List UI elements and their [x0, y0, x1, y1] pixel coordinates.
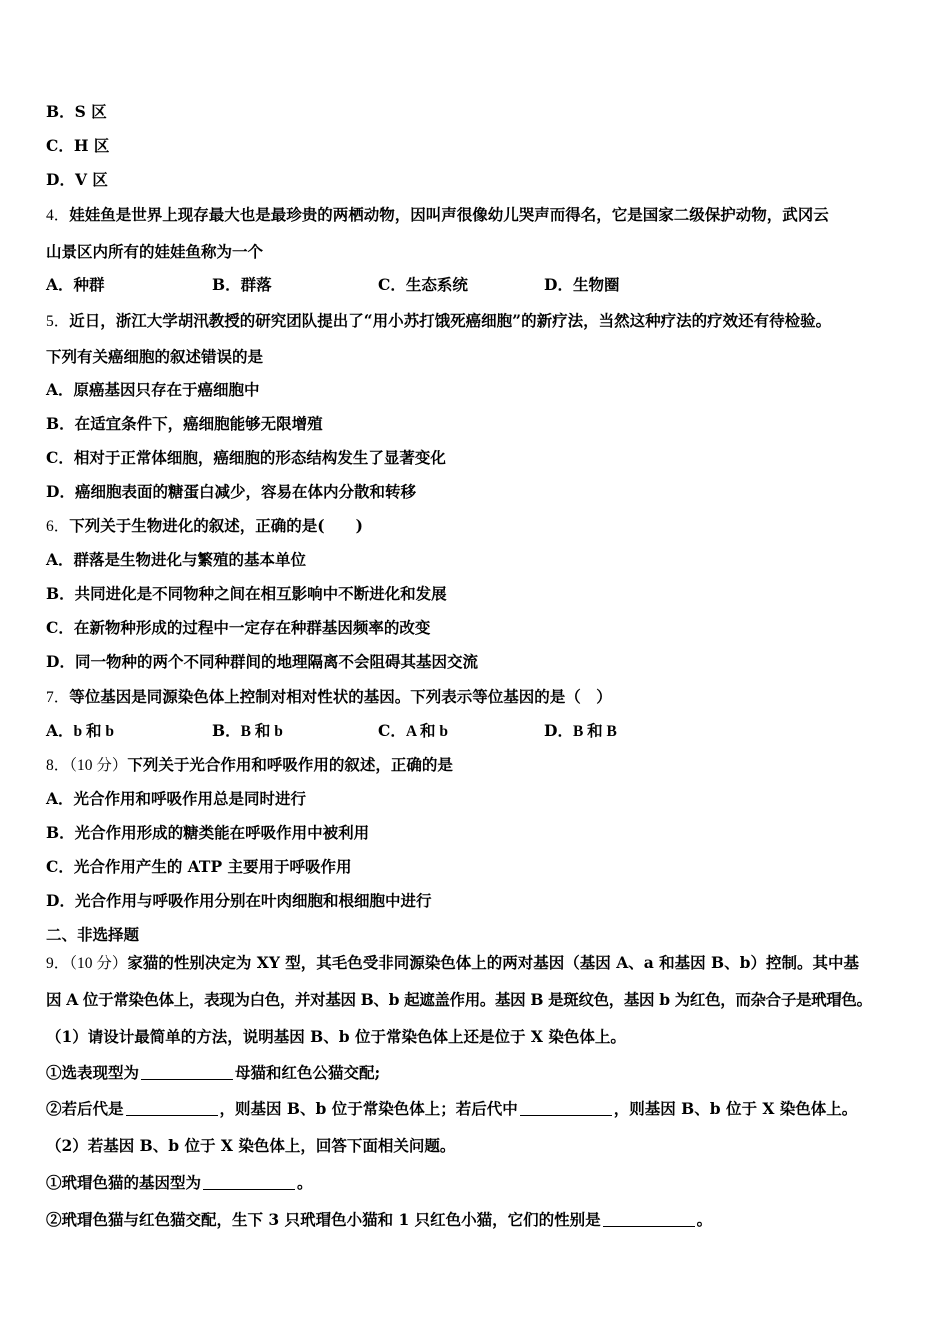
option-letter: B． — [46, 102, 75, 121]
question-4-stem-continued — [46, 242, 263, 262]
option-a: A．原癌基因只存在于癌细胞中 — [46, 380, 260, 399]
question-number: 8． — [46, 757, 70, 774]
question-text: 下列关于光合作用和呼吸作用的叙述，正确的是 — [127, 755, 453, 774]
option-c: C．A 和 b — [378, 721, 449, 740]
option-text: S 区 — [74, 102, 107, 121]
answer-blank[interactable] — [520, 1101, 612, 1116]
sub-question-2-part-a: ①玳瑁色猫的基因型为 。 — [46, 1173, 313, 1192]
question-number: 4． — [46, 207, 70, 224]
question-9-stem — [46, 953, 859, 974]
option-b: B．共同进化是不同物种之间在相互影响中不断进化和发展 — [46, 584, 447, 603]
question-7-options — [46, 721, 710, 742]
option-c: C．在新物种形成的过程中一定存在种群基因频率的改变 — [46, 618, 431, 637]
question-text: 近日，浙江大学胡汛教授的研究团队提出了“用小苏打饿死癌细胞”的新疗法，当然这种疗法的疗效还有待检验。 — [69, 311, 832, 330]
option-text: V 区 — [74, 170, 108, 189]
option-line — [46, 136, 109, 156]
option-line — [46, 170, 108, 190]
sub-question-1: （1）请设计最简单的方法，说明基因 B、b 位于常染色体上还是位于 X 染色体上。 — [46, 1027, 626, 1046]
question-number: 7． — [46, 689, 70, 706]
question-number: 6． — [46, 518, 70, 535]
question-4-options — [46, 275, 710, 295]
option-a: A．光合作用和呼吸作用总是同时进行 — [46, 789, 307, 808]
option-a: A．b 和 b — [46, 721, 115, 740]
question-text: 因 A 位于常染色体上，表现为白色，并对基因 B、b 起遮盖作用。基因 B 是斑纹色，基因 b 为红色，而杂合子是玳瑁色。 — [46, 990, 872, 1009]
option-b: B．B 和 b — [212, 721, 283, 740]
section-heading: 二、非选择题 — [46, 925, 140, 944]
answer-blank[interactable] — [203, 1175, 295, 1190]
question-score: （10 分） — [69, 955, 128, 972]
question-5-stem-continued — [46, 347, 263, 367]
option-a: A．群落是生物进化与繁殖的基本单位 — [46, 550, 307, 569]
answer-blank[interactable] — [126, 1101, 218, 1116]
question-7-stem — [46, 687, 612, 708]
sub-question-1-part-a: ①选表现型为 母猫和红色公猫交配; — [46, 1063, 381, 1082]
option-b: B．群落 — [212, 275, 272, 294]
option-d: D．癌细胞表面的糖蛋白减少，容易在体内分散和转移 — [46, 482, 416, 501]
question-text: 等位基因是同源染色体上控制对相对性状的基因。下列表示等位基因的是（ ） — [69, 687, 612, 706]
option-letter: C． — [46, 136, 74, 155]
option-d: D．光合作用与呼吸作用分别在叶肉细胞和根细胞中进行 — [46, 891, 432, 910]
question-text: 下列关于生物进化的叙述，正确的是( ) — [69, 516, 363, 535]
question-text: 娃娃鱼是世界上现存最大也是最珍贵的两栖动物，因叫声很像幼儿哭声而得名，它是国家二级保护动物，武冈云 — [69, 205, 829, 224]
option-line — [46, 102, 107, 122]
option-c: C．相对于正常体细胞，癌细胞的形态结构发生了显著变化 — [46, 448, 446, 467]
option-c: C．生态系统 — [378, 275, 468, 294]
answer-blank[interactable] — [141, 1065, 233, 1080]
option-a: A．种群 — [46, 275, 105, 294]
question-8-stem — [46, 755, 453, 776]
option-c: C．光合作用产生的 ATP 主要用于呼吸作用 — [46, 857, 352, 876]
option-d: D．同一物种的两个不同种群间的地理隔离不会阻碍其基因交流 — [46, 652, 478, 671]
option-b: B．在适宜条件下，癌细胞能够无限增殖 — [46, 414, 323, 433]
sub-question-2-part-b: ②玳瑁色猫与红色猫交配，生下 3 只玳瑁色小猫和 1 只红色小猫，它们的性别是 。 — [46, 1210, 713, 1229]
question-4-stem — [46, 205, 829, 226]
answer-blank[interactable] — [603, 1212, 695, 1227]
option-d: D．生物圈 — [544, 275, 620, 294]
question-number: 5． — [46, 313, 70, 330]
option-text: H 区 — [73, 136, 110, 155]
question-6-stem — [46, 516, 363, 537]
question-text: 家猫的性别决定为 XY 型，其毛色受非同源染色体上的两对基因（基因 A、a 和基因 B、b）控制。其中基 — [127, 953, 859, 972]
option-d: D．B 和 B — [544, 721, 617, 740]
option-letter: D． — [46, 170, 75, 189]
sub-question-2: （2）若基因 B、b 位于 X 染色体上，回答下面相关问题。 — [46, 1136, 456, 1155]
question-text: 山景区内所有的娃娃鱼称为一个 — [46, 242, 264, 261]
option-b: B．光合作用形成的糖类能在呼吸作用中被利用 — [46, 823, 370, 842]
question-5-stem — [46, 311, 831, 332]
question-text: 下列有关癌细胞的叙述错误的是 — [46, 347, 264, 366]
sub-question-1-part-b: ②若后代是 ，则基因 B、b 位于常染色体上；若后代中 ，则基因 B、b 位于 X 染色体上。 — [46, 1099, 858, 1118]
question-number: 9． — [46, 955, 70, 972]
question-9-stem-continued — [46, 990, 872, 1010]
question-score: （10 分） — [69, 757, 128, 774]
